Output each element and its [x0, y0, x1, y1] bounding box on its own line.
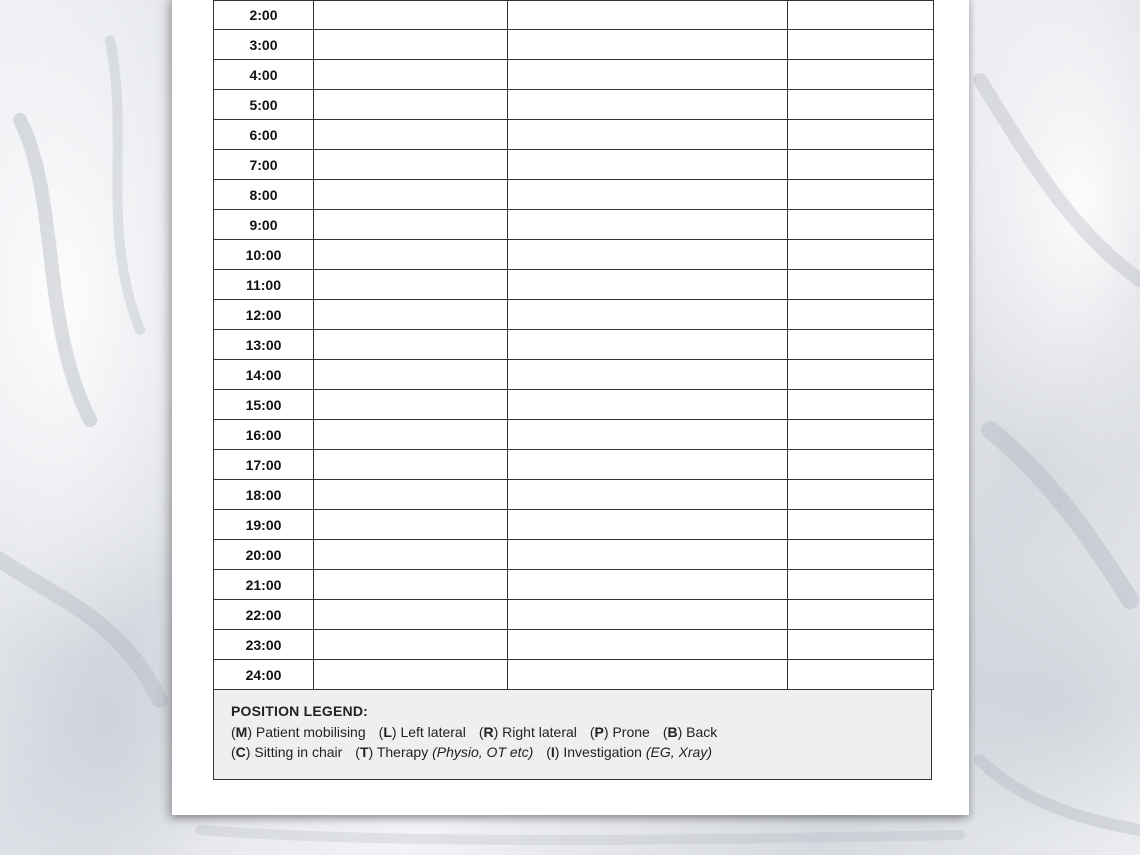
- legend-label: Prone: [612, 724, 650, 740]
- time-cell: 5:00: [214, 90, 314, 119]
- entry-cell[interactable]: [788, 570, 933, 599]
- entry-cell[interactable]: [788, 360, 933, 389]
- time-cell: 6:00: [214, 120, 314, 149]
- legend-label: Back: [686, 724, 718, 740]
- entry-cell[interactable]: [508, 1, 788, 29]
- entry-cell[interactable]: [508, 360, 788, 389]
- legend-item: (M) Patient mobilising: [231, 724, 366, 740]
- entry-cell[interactable]: [788, 540, 933, 569]
- entry-cell[interactable]: [314, 600, 508, 629]
- time-cell: 2:00: [214, 1, 314, 29]
- legend-line: [231, 744, 931, 760]
- schedule-sheet: [172, 0, 969, 815]
- legend-code: I: [550, 744, 555, 760]
- schedule-row: [214, 630, 933, 660]
- legend-label: Therapy: [376, 744, 429, 760]
- entry-cell[interactable]: [788, 240, 933, 269]
- entry-cell[interactable]: [788, 300, 933, 329]
- schedule-row: [214, 30, 933, 60]
- legend-label: Left lateral: [400, 724, 466, 740]
- entry-cell[interactable]: [508, 630, 788, 659]
- time-cell: 21:00: [214, 570, 314, 599]
- legend-note: (EG, Xray): [645, 744, 712, 760]
- entry-cell[interactable]: [788, 150, 933, 179]
- time-cell: 14:00: [214, 360, 314, 389]
- entry-cell[interactable]: [508, 300, 788, 329]
- schedule-row: [214, 180, 933, 210]
- time-cell: 17:00: [214, 450, 314, 479]
- legend-item: (T) Therapy (Physio, OT etc): [355, 744, 534, 760]
- time-cell: 3:00: [214, 30, 314, 59]
- entry-cell[interactable]: [508, 240, 788, 269]
- entry-cell[interactable]: [508, 420, 788, 449]
- entry-cell[interactable]: [788, 330, 933, 359]
- time-cell: 23:00: [214, 630, 314, 659]
- entry-cell[interactable]: [314, 1, 508, 29]
- entry-cell[interactable]: [314, 360, 508, 389]
- entry-cell[interactable]: [314, 270, 508, 299]
- entry-cell[interactable]: [314, 60, 508, 89]
- schedule-row: [214, 510, 933, 540]
- entry-cell[interactable]: [788, 90, 933, 119]
- entry-cell[interactable]: [788, 30, 933, 59]
- schedule-row: [214, 90, 933, 120]
- time-cell: 19:00: [214, 510, 314, 539]
- legend-item: (L) Left lateral: [378, 724, 466, 740]
- entry-cell[interactable]: [788, 180, 933, 209]
- time-cell: 12:00: [214, 300, 314, 329]
- entry-cell[interactable]: [508, 60, 788, 89]
- entry-cell[interactable]: [788, 510, 933, 539]
- legend-label: Patient mobilising: [255, 724, 366, 740]
- entry-cell[interactable]: [508, 480, 788, 509]
- entry-cell[interactable]: [508, 180, 788, 209]
- schedule-row: [214, 300, 933, 330]
- entry-cell[interactable]: [508, 540, 788, 569]
- legend-item: (B) Back: [662, 724, 718, 740]
- schedule-row: [214, 120, 933, 150]
- legend-code: B: [667, 724, 678, 740]
- schedule-row: [214, 660, 933, 690]
- entry-cell[interactable]: [508, 600, 788, 629]
- schedule-row: [214, 270, 933, 300]
- entry-cell[interactable]: [314, 540, 508, 569]
- legend-item: (C) Sitting in chair: [231, 744, 343, 760]
- entry-cell[interactable]: [314, 90, 508, 119]
- time-cell: 16:00: [214, 420, 314, 449]
- entry-cell[interactable]: [788, 600, 933, 629]
- entry-cell[interactable]: [788, 60, 933, 89]
- legend-note: (Physio, OT etc): [432, 744, 534, 760]
- entry-cell[interactable]: [788, 210, 933, 239]
- time-cell: 15:00: [214, 390, 314, 419]
- legend-code: C: [235, 744, 246, 760]
- entry-cell[interactable]: [314, 450, 508, 479]
- entry-cell[interactable]: [788, 480, 933, 509]
- entry-cell[interactable]: [314, 30, 508, 59]
- entry-cell[interactable]: [508, 210, 788, 239]
- legend-item: (R) Right lateral: [478, 724, 577, 740]
- entry-cell[interactable]: [788, 420, 933, 449]
- entry-cell[interactable]: [788, 120, 933, 149]
- schedule-row: [214, 390, 933, 420]
- legend-code: T: [359, 744, 369, 760]
- entry-cell[interactable]: [508, 570, 788, 599]
- schedule-row: [214, 210, 933, 240]
- time-cell: 20:00: [214, 540, 314, 569]
- entry-cell[interactable]: [314, 390, 508, 419]
- legend-lines: [231, 724, 931, 760]
- entry-cell[interactable]: [314, 330, 508, 359]
- schedule-row: [214, 420, 933, 450]
- schedule-row: [214, 60, 933, 90]
- legend-item: (P) Prone: [589, 724, 650, 740]
- entry-cell[interactable]: [314, 510, 508, 539]
- entry-cell[interactable]: [314, 300, 508, 329]
- legend-label: Investigation: [563, 744, 642, 760]
- entry-cell[interactable]: [508, 270, 788, 299]
- schedule-row: [214, 540, 933, 570]
- time-cell: 4:00: [214, 60, 314, 89]
- time-cell: 13:00: [214, 330, 314, 359]
- schedule-table: [213, 0, 934, 690]
- entry-cell[interactable]: [314, 150, 508, 179]
- schedule-row: [214, 570, 933, 600]
- entry-cell[interactable]: [508, 90, 788, 119]
- position-legend: [213, 690, 932, 780]
- schedule-row: [214, 360, 933, 390]
- entry-cell[interactable]: [508, 510, 788, 539]
- entry-cell[interactable]: [788, 1, 933, 29]
- entry-cell[interactable]: [314, 480, 508, 509]
- entry-cell[interactable]: [314, 420, 508, 449]
- time-cell: 24:00: [214, 660, 314, 689]
- legend-code: M: [235, 724, 248, 740]
- entry-cell[interactable]: [508, 150, 788, 179]
- schedule-row: [214, 240, 933, 270]
- entry-cell[interactable]: [314, 570, 508, 599]
- legend-code: P: [594, 724, 604, 740]
- time-cell: 8:00: [214, 180, 314, 209]
- legend-label: Sitting in chair: [254, 744, 343, 760]
- entry-cell[interactable]: [508, 120, 788, 149]
- legend-label: Right lateral: [502, 724, 577, 740]
- entry-cell[interactable]: [314, 240, 508, 269]
- entry-cell[interactable]: [788, 270, 933, 299]
- schedule-row: [214, 150, 933, 180]
- entry-cell[interactable]: [314, 210, 508, 239]
- legend-item: (I) Investigation (EG, Xray): [546, 744, 712, 760]
- entry-cell[interactable]: [508, 30, 788, 59]
- legend-title: POSITION LEGEND:: [231, 703, 368, 719]
- legend-line: [231, 724, 931, 740]
- entry-cell[interactable]: [508, 450, 788, 479]
- schedule-row: [214, 0, 933, 30]
- time-cell: 10:00: [214, 240, 314, 269]
- schedule-row: [214, 600, 933, 630]
- time-cell: 11:00: [214, 270, 314, 299]
- entry-cell[interactable]: [788, 390, 933, 419]
- legend-code: L: [383, 724, 392, 740]
- schedule-row: [214, 330, 933, 360]
- entry-cell[interactable]: [314, 180, 508, 209]
- entry-cell[interactable]: [314, 120, 508, 149]
- entry-cell[interactable]: [788, 450, 933, 479]
- time-cell: 18:00: [214, 480, 314, 509]
- schedule-row: [214, 450, 933, 480]
- entry-cell[interactable]: [508, 390, 788, 419]
- entry-cell[interactable]: [314, 660, 508, 689]
- time-cell: 9:00: [214, 210, 314, 239]
- entry-cell[interactable]: [508, 660, 788, 689]
- time-cell: 22:00: [214, 600, 314, 629]
- time-cell: 7:00: [214, 150, 314, 179]
- schedule-row: [214, 480, 933, 510]
- entry-cell[interactable]: [508, 330, 788, 359]
- legend-code: R: [483, 724, 494, 740]
- entry-cell[interactable]: [788, 630, 933, 659]
- entry-cell[interactable]: [314, 630, 508, 659]
- entry-cell[interactable]: [788, 660, 933, 689]
